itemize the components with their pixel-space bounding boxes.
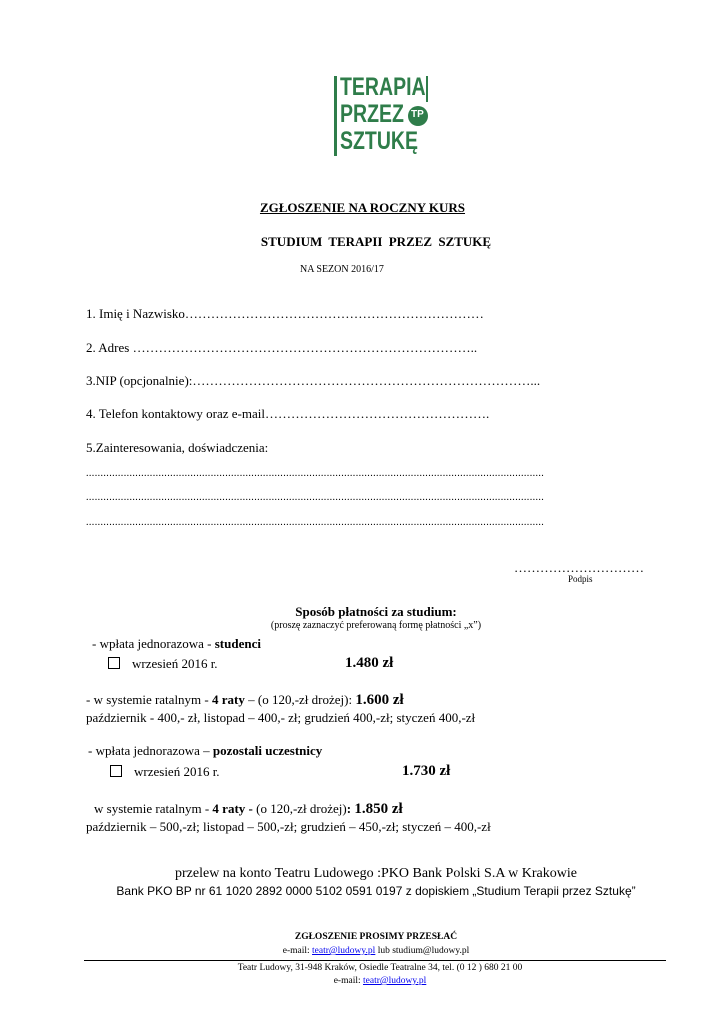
students-one-time: - wpłata jednorazowa - studenci [92, 636, 261, 651]
logo-accent-bar [426, 76, 428, 102]
bank-account-info: Bank PKO BP nr 61 1020 2892 0000 5102 0591 0197 z dopiskiem „Studium Terapii przez Sztukę” [116, 884, 636, 898]
payment-title: Sposób płatności za studium: [295, 604, 457, 619]
send-emails: e-mail: teatr@ludowy.pl lub studium@ludowy.pl [282, 946, 470, 956]
signature-label: Podpis [568, 574, 593, 584]
bank-transfer-info: przelew na konto Teatru Ludowego :PKO Bank Polski S.A w Krakowie [175, 866, 577, 881]
interests-line-3[interactable]: .............................................................................................................................................................. [86, 517, 545, 528]
field-name[interactable]: 1. Imię i Nazwisko…………………………………………………………… [86, 306, 484, 321]
students-one-time-option [108, 656, 218, 672]
footer-address: Teatr Ludowy, 31-948 Kraków, Osiedle Teatralne 34, tel. (0 12 ) 680 21 00 [237, 963, 523, 973]
email-link-1[interactable]: teatr@ludowy.pl [312, 946, 376, 956]
field-phone-email[interactable]: 4. Telefon kontaktowy oraz e-mail……………………………………………. [86, 406, 490, 421]
interests-line-1[interactable]: .............................................................................................................................................................. [86, 468, 545, 479]
footer-divider [84, 960, 666, 961]
logo-bar [334, 76, 337, 156]
logo-line-2: PRZEZ [340, 100, 404, 128]
field-address[interactable]: 2. Adres …………………………………………………………………….. [86, 340, 478, 355]
others-installments: w systemie ratalnym - 4 raty - (o 120,-zł drożej): 1.850 zł [94, 801, 403, 817]
students-installments-schedule: październik - 400,- zł, listopad – 400,- zł; grudzień 400,-zł; styczeń 400,-zł [86, 710, 476, 725]
others-price: 1.730 zł [402, 763, 451, 779]
others-one-time-checkbox[interactable] [110, 765, 122, 777]
logo-line-3: SZTUKĘ [340, 127, 418, 155]
send-title: ZGŁOSZENIE PROSIMY PRZESŁAĆ [294, 932, 458, 942]
others-one-time: - wpłata jednorazowa – pozostali uczestnicy [88, 743, 323, 758]
signature-line[interactable]: ………………………… [514, 560, 644, 575]
others-installments-schedule: październik – 500,-zł; listopad – 500,-zł; grudzień – 450,-zł; styczeń – 400,-zł [86, 819, 491, 834]
page-title: ZGŁOSZENIE NA ROCZNY KURS [259, 200, 466, 215]
footer-email: e-mail: teatr@ludowy.pl [333, 976, 427, 986]
page-subtitle: STUDIUM TERAPII PRZEZ SZTUKĘ [260, 234, 492, 249]
email-link-2[interactable]: teatr@ludowy.pl [363, 976, 427, 986]
students-price: 1.480 zł [345, 655, 394, 671]
logo [334, 74, 430, 160]
students-one-time-checkbox[interactable] [108, 657, 120, 669]
others-one-time-option [110, 764, 220, 780]
students-date: wrzesień 2016 r. [132, 656, 218, 671]
logo-mark-icon [408, 106, 428, 126]
season-label: NA SEZON 2016/17 [300, 264, 384, 275]
logo-line-1: TERAPIA [340, 73, 426, 101]
payment-note: (proszę zaznaczyć preferowaną formę płatności „x”) [270, 620, 482, 631]
students-installments: - w systemie ratalnym - 4 raty – (o 120,-zł drożej): 1.600 zł [86, 692, 404, 708]
interests-line-2[interactable]: .............................................................................................................................................................. [86, 492, 545, 503]
field-interests-label: 5.Zainteresowania, doświadczenia: [86, 440, 269, 455]
field-nip[interactable]: 3.NIP (opcjonalnie):……………………………………………………………………... [86, 373, 541, 388]
others-date: wrzesień 2016 r. [134, 764, 220, 779]
